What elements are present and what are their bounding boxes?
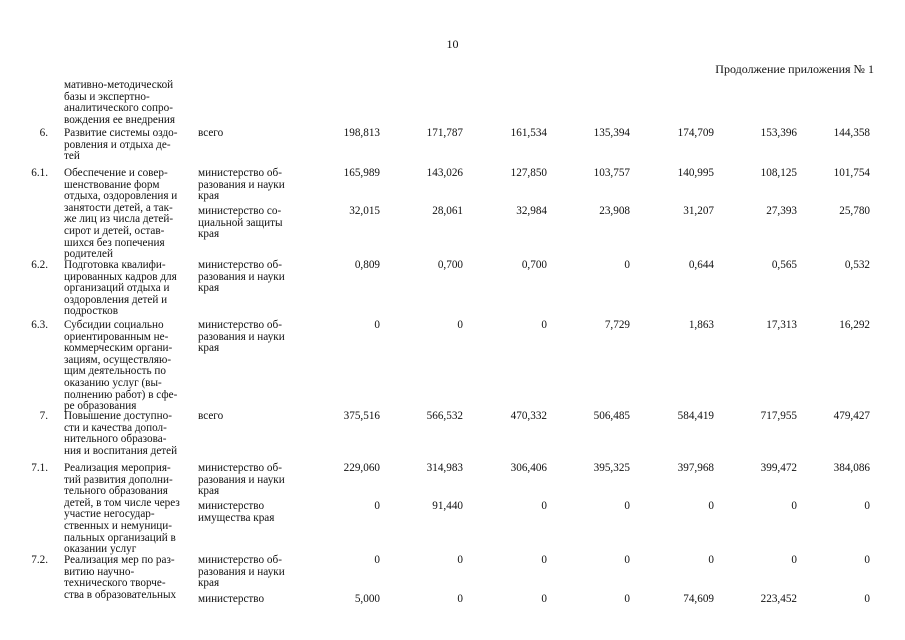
value-cell: 17,313	[766, 319, 797, 331]
item-name: Развитие системы оздо- ровления и отдыха де- тей	[64, 127, 178, 163]
value-cell: 717,955	[760, 410, 797, 422]
row-number: 7.1.	[31, 462, 48, 474]
executor: министерство об- разования и науки края	[198, 319, 285, 355]
row-number: 6.3.	[31, 319, 48, 331]
item-name: Повышение доступно- сти и качества допол- нительного образова- ния и воспитания детей	[64, 410, 178, 457]
executor: министерство об- разования и науки края	[198, 259, 285, 295]
item-name: Реализация мероприя- тий развития дополни- тельного образования детей, в том числе через участие негосудар- ственных и немуници- пальных организаций в оказании услуг	[64, 462, 180, 556]
value-cell: 0	[374, 319, 380, 331]
value-cell: 566,532	[426, 410, 463, 422]
value-cell: 144,358	[833, 127, 870, 139]
value-cell: 0	[624, 259, 630, 271]
executor: всего	[198, 410, 224, 422]
value-cell: 0,700	[521, 259, 547, 271]
executor: министерство об- разования и науки края	[198, 167, 285, 203]
value-cell: 384,086	[833, 462, 870, 474]
value-cell: 27,393	[766, 205, 797, 217]
executor: всего	[198, 127, 224, 139]
value-cell: 229,060	[343, 462, 380, 474]
row-number: 6.1.	[31, 167, 48, 179]
value-cell: 0	[864, 593, 870, 605]
executor: министерство об- разования и науки края	[198, 462, 285, 498]
value-cell: 399,472	[760, 462, 797, 474]
value-cell: 16,292	[839, 319, 870, 331]
value-cell: 171,787	[426, 127, 463, 139]
value-cell: 127,850	[510, 167, 547, 179]
value-cell: 0	[624, 593, 630, 605]
executor: министерство имущества края	[198, 500, 275, 524]
value-cell: 0	[541, 500, 547, 512]
value-cell: 0,644	[688, 259, 714, 271]
executor: министерство со- циальной защиты края	[198, 205, 283, 241]
value-cell: 135,394	[593, 127, 630, 139]
row-number: 6.2.	[31, 259, 48, 271]
value-cell: 32,015	[349, 205, 380, 217]
value-cell: 0	[457, 554, 463, 566]
value-cell: 0	[708, 500, 714, 512]
value-cell: 506,485	[593, 410, 630, 422]
value-cell: 0	[374, 500, 380, 512]
value-cell: 25,780	[839, 205, 870, 217]
value-cell: 28,061	[432, 205, 463, 217]
value-cell: 0	[541, 554, 547, 566]
value-cell: 1,863	[688, 319, 714, 331]
value-cell: 397,968	[677, 462, 714, 474]
value-cell: 0	[457, 319, 463, 331]
executor: министерство	[198, 593, 265, 605]
value-cell: 0	[541, 593, 547, 605]
value-cell: 165,989	[343, 167, 380, 179]
value-cell: 103,757	[593, 167, 630, 179]
value-cell: 0	[864, 500, 870, 512]
value-cell: 0,565	[771, 259, 797, 271]
item-name: Подготовка квалифи- цированных кадров для организаций отдыха и оздоровления детей и подростков	[64, 259, 177, 318]
value-cell: 0	[708, 554, 714, 566]
continuation-note: Продолжение приложения № 1	[715, 62, 874, 76]
value-cell: 143,026	[426, 167, 463, 179]
value-cell: 470,332	[510, 410, 547, 422]
value-cell: 0	[864, 554, 870, 566]
value-cell: 161,534	[510, 127, 547, 139]
value-cell: 0	[791, 554, 797, 566]
value-cell: 7,729	[604, 319, 630, 331]
value-cell: 198,813	[343, 127, 380, 139]
value-cell: 31,207	[683, 205, 714, 217]
item-name: Реализация мер по раз- витию научно- технического творче- ства в образовательных	[64, 554, 177, 601]
value-cell: 479,427	[833, 410, 870, 422]
value-cell: 0	[624, 500, 630, 512]
item-name: Обеспечение и совер- шенствование форм отдыха, оздоровления и занятости детей, а так- же лиц из числа детей- сирот и детей, остав- шихся без попечения родителей	[64, 167, 178, 261]
value-cell: 0,700	[437, 259, 463, 271]
value-cell: 0	[791, 500, 797, 512]
value-cell: 0	[541, 319, 547, 331]
value-cell: 223,452	[760, 593, 797, 605]
value-cell: 314,983	[426, 462, 463, 474]
value-cell: 32,984	[516, 205, 547, 217]
value-cell: 375,516	[343, 410, 380, 422]
executor: министерство об- разования и науки края	[198, 554, 285, 590]
value-cell: 0,532	[844, 259, 870, 271]
page-number: 10	[446, 37, 459, 51]
value-cell: 140,995	[677, 167, 714, 179]
value-cell: 584,419	[677, 410, 714, 422]
value-cell: 153,396	[760, 127, 797, 139]
item-name: Субсидии социально ориентированным не- коммерческим органи- зациям, осуществляю- щим деятельность по оказанию услуг (вы- полнению работ) в сфе- ре образования	[64, 319, 178, 413]
value-cell: 74,609	[683, 593, 714, 605]
value-cell: 0,809	[354, 259, 380, 271]
value-cell: 395,325	[593, 462, 630, 474]
value-cell: 91,440	[432, 500, 463, 512]
value-cell: 23,908	[599, 205, 630, 217]
value-cell: 108,125	[760, 167, 797, 179]
value-cell: 174,709	[677, 127, 714, 139]
value-cell: 5,000	[354, 593, 380, 605]
row-number: 6.	[39, 127, 48, 139]
value-cell: 0	[624, 554, 630, 566]
row-number: 7.2.	[31, 554, 48, 566]
row-number: 7.	[39, 410, 48, 422]
value-cell: 0	[374, 554, 380, 566]
value-cell: 0	[457, 593, 463, 605]
item-name: мативно-методической базы и экспертно- аналитического сопро- вождения ее внедрения	[64, 79, 176, 126]
value-cell: 306,406	[510, 462, 547, 474]
value-cell: 101,754	[833, 167, 870, 179]
